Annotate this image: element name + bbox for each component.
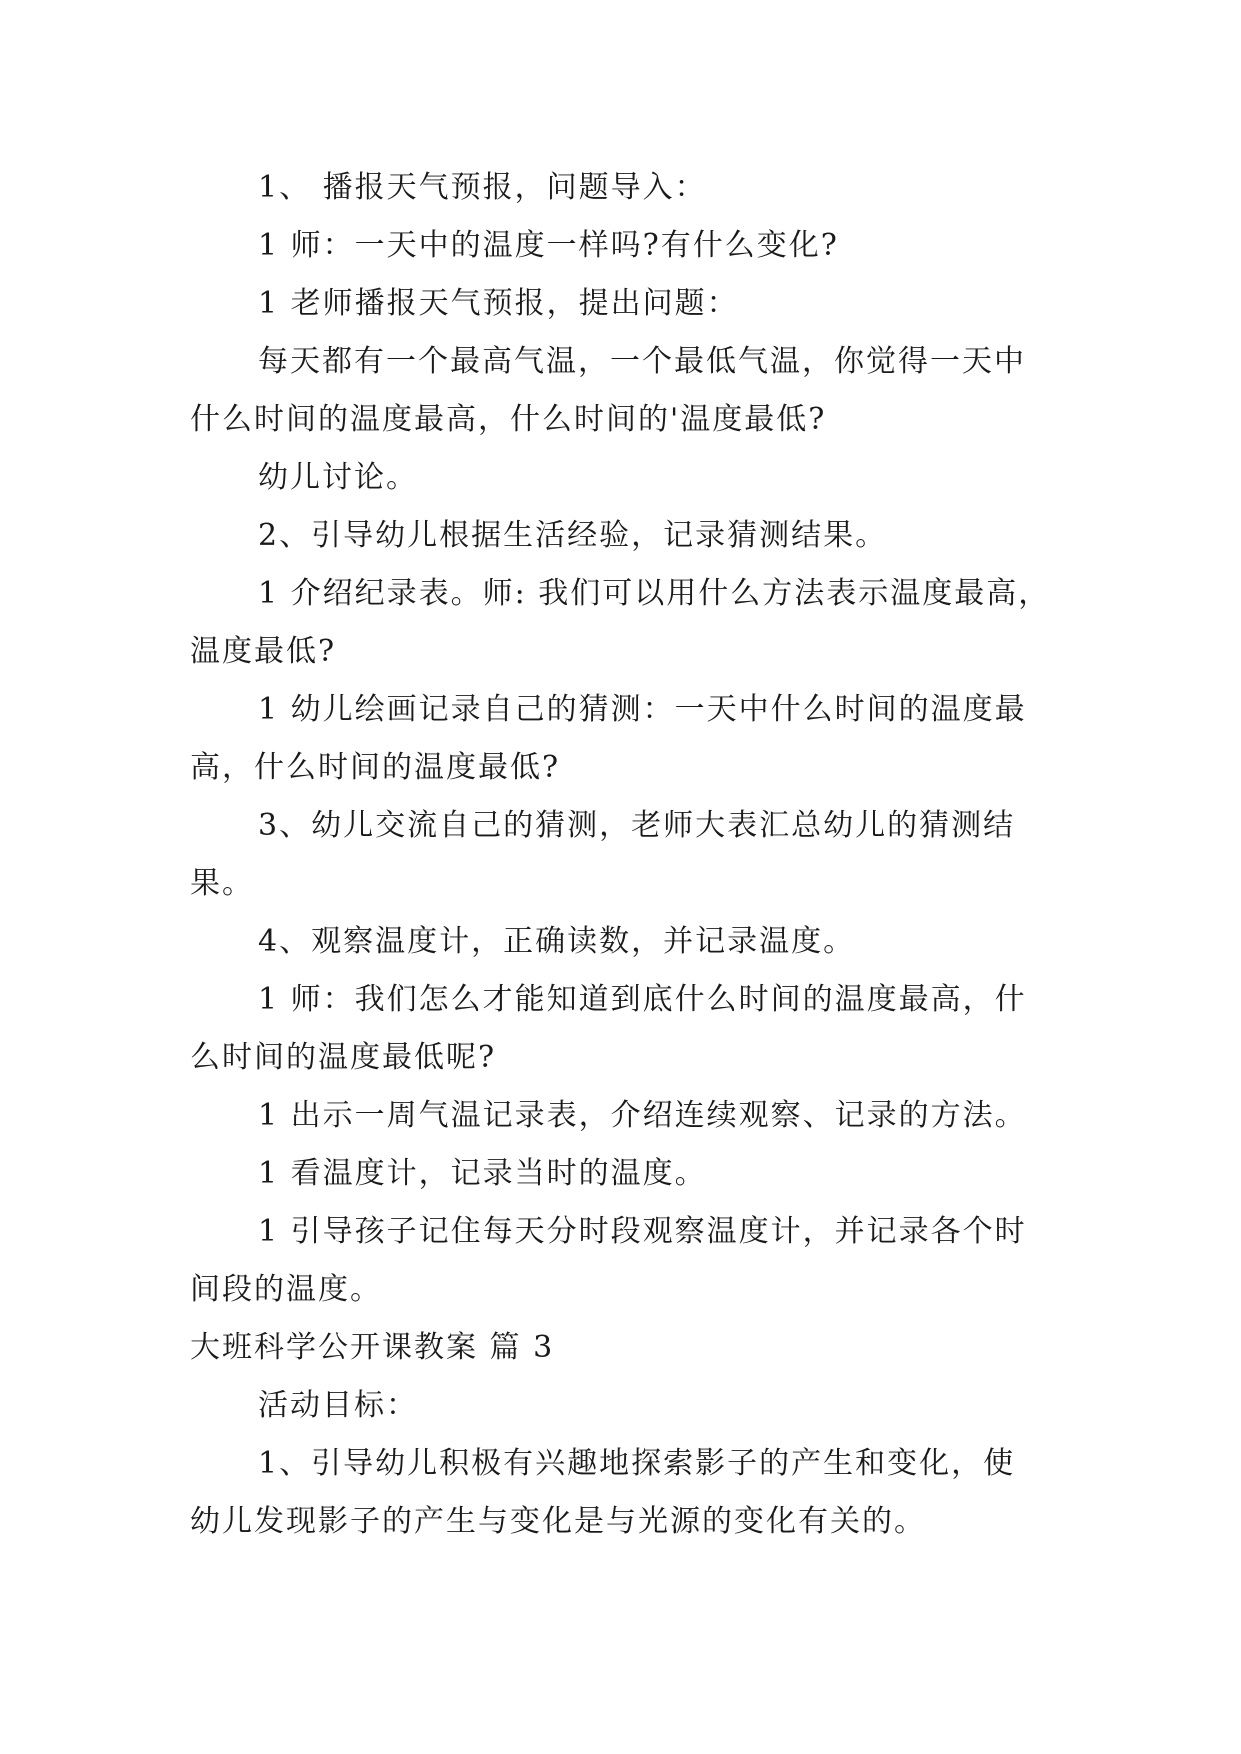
text-line: 1 出示一周气温记录表，介绍连续观察、记录的方法。 [258,1098,1027,1133]
text-line: 幼儿讨论。 [258,460,418,495]
text-line: 1 幼儿绘画记录自己的猜测：一天中什么时间的温度最 [258,692,1027,727]
text-line: 1、 播报天气预报，问题导入： [258,170,707,205]
text-line: 3、幼儿交流自己的猜测，老师大表汇总幼儿的猜测结 [258,808,1016,843]
text-line: 活动目标： [258,1388,418,1423]
text-line: 1 师：我们怎么才能知道到底什么时间的温度最高，什 [258,982,1027,1017]
text-line: 果。 [190,866,254,901]
text-line: 每天都有一个最高气温，一个最低气温，你觉得一天中 [258,344,1026,379]
text-line: 幼儿发现影子的产生与变化是与光源的变化有关的。 [190,1504,926,1539]
text-line: 1 看温度计，记录当时的温度。 [258,1156,707,1191]
text-line: 1 介绍纪录表。师: 我们可以用什么方法表示温度最高， [258,576,1051,611]
text-line: 间段的温度。 [190,1272,382,1307]
text-line: 高，什么时间的温度最低? [190,750,561,785]
text-line: 2、引导幼儿根据生活经验，记录猜测结果。 [258,518,888,553]
text-line: 1、引导幼儿积极有兴趣地探索影子的产生和变化，使 [258,1446,1016,1481]
text-line: 1 师：一天中的温度一样吗?有什么变化? [258,228,839,263]
text-line: 什么时间的温度最高，什么时间的'温度最低? [190,402,827,437]
text-line: 4、观察温度计，正确读数，并记录温度。 [258,924,856,959]
section-heading: 大班科学公开课教案 篇 3 [190,1330,555,1365]
text-line: 1 老师播报天气预报，提出问题： [258,286,739,321]
text-line: 1 引导孩子记住每天分时段观察温度计，并记录各个时 [258,1214,1027,1249]
text-line: 么时间的温度最低呢? [190,1040,497,1075]
text-line: 温度最低? [190,634,337,669]
